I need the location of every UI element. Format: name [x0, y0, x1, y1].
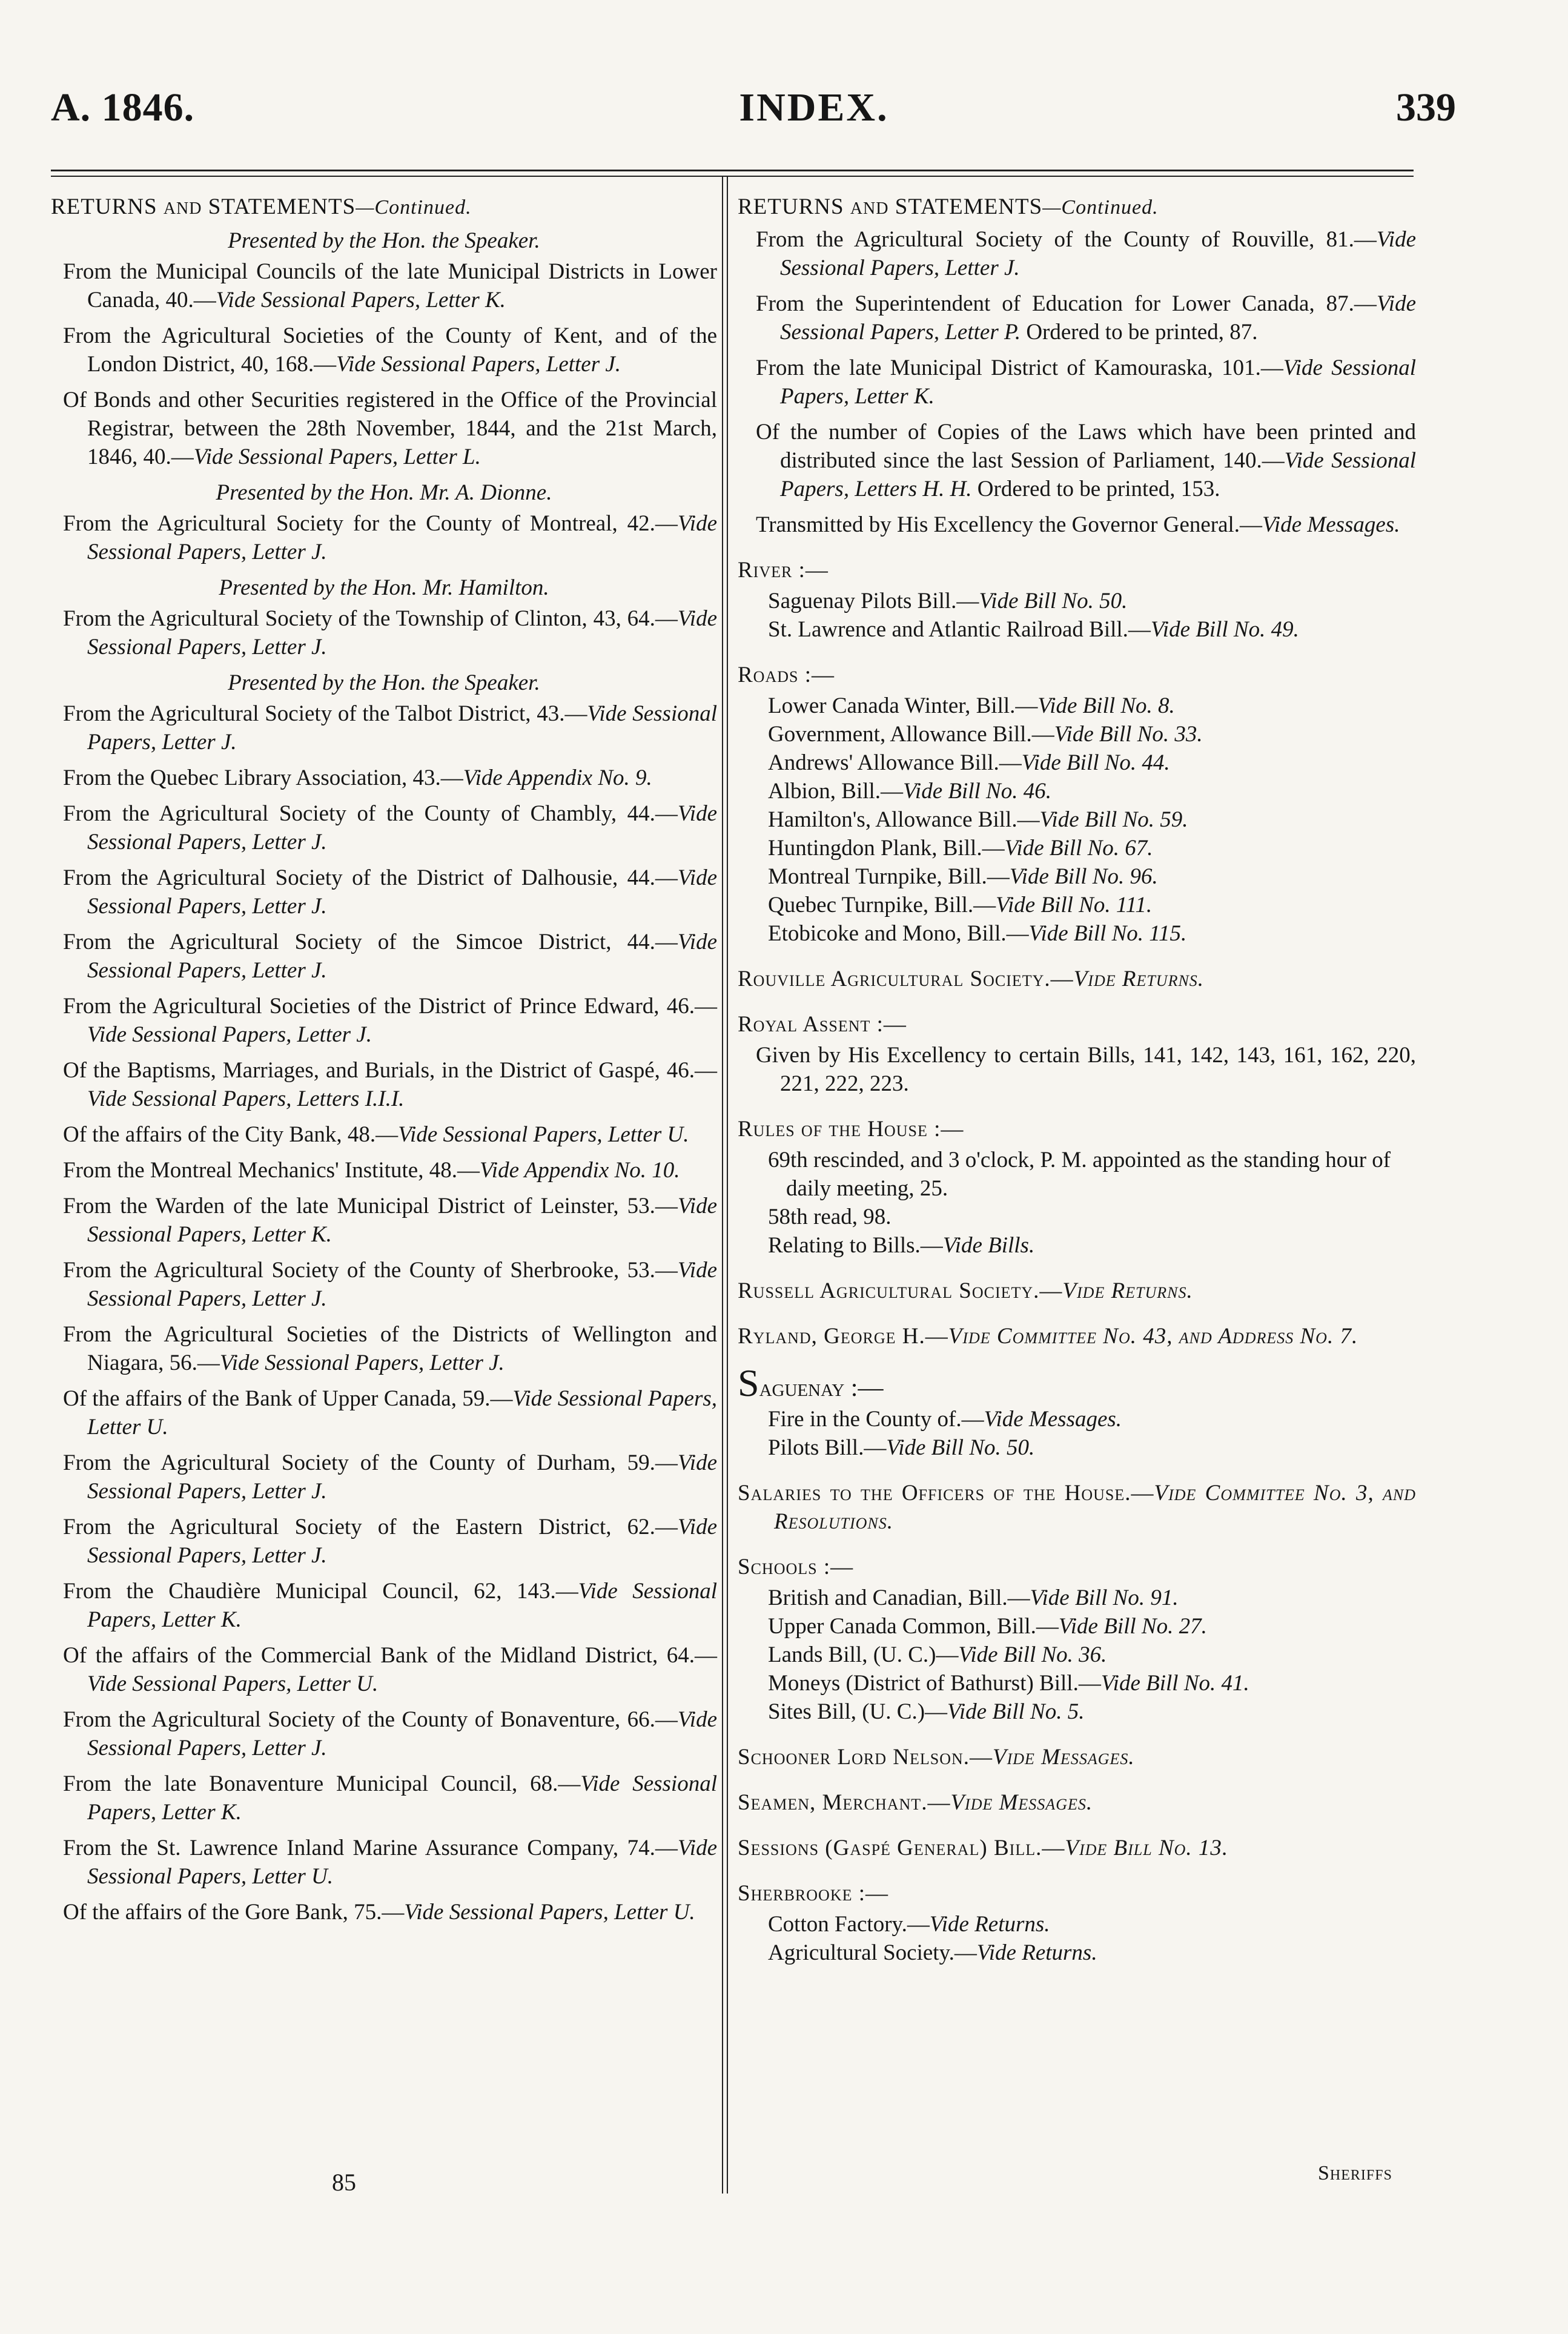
heading-schooner: [738, 1743, 1416, 1771]
sub-entry: [738, 777, 1416, 805]
entry-text: Of Bonds and other Securities registered in the Office of the Provincial Registrar, between the 28th November, 1844, and the 21st March, 1846, 40.—: [63, 388, 717, 469]
vide-ref: Vide Bill No. 41.: [1100, 1671, 1249, 1696]
entry-text: Fire in the County of.—: [768, 1407, 984, 1432]
index-entry: [738, 418, 1416, 503]
heading-text: aguenay :—: [759, 1374, 884, 1402]
index-entry: [51, 1320, 717, 1377]
left-entries: [51, 226, 717, 1926]
vide-ref: Vide Bill No. 13.: [1065, 1836, 1229, 1860]
entry-text: 69th rescinded, and 3 o'clock, P. M. appointed as the standing hour of daily meeting, 25.: [768, 1148, 1391, 1201]
vide-ref: Vide Sessional Papers, Letter J.: [87, 930, 717, 983]
entry-text: Pilots Bill.—: [768, 1435, 887, 1460]
index-entry: [51, 1577, 717, 1634]
vide-ref: Vide Sessional Papers, Letter K.: [216, 288, 506, 312]
heading-sessions: [738, 1834, 1416, 1862]
index-entry: [738, 289, 1416, 346]
vide-ref: Vide Sessional Papers, Letter J.: [87, 865, 717, 919]
schools-items: [738, 1584, 1416, 1726]
vide-ref: Vide Bill No. 49.: [1150, 617, 1299, 642]
royal-assent-text: Given by His Excellency to certain Bills, 141, 142, 143, 161, 162, 220, 221, 222, 223.: [756, 1043, 1416, 1096]
vide-ref: Vide Bill No. 96.: [1009, 864, 1158, 889]
entry-text: From the Agricultural Society of the County of Durham, 59.—: [63, 1450, 678, 1475]
vide-ref: Vide Committee No. 3, and Resolutions.: [774, 1481, 1416, 1534]
vide-ref: Vide Sessional Papers, Letter L.: [193, 445, 481, 469]
heading-text: Rouville Agricultural Society.—: [738, 967, 1074, 991]
sub-entry: [738, 1146, 1416, 1203]
sub-entry: [738, 1698, 1416, 1726]
entry-text: Hamilton's, Allowance Bill.—: [768, 807, 1040, 832]
sub-entry: [738, 805, 1416, 834]
entry-text: Cotton Factory.—: [768, 1912, 930, 1937]
header-rule-thin: [51, 176, 1414, 177]
index-entry: [51, 799, 717, 856]
entry-text-after: Ordered to be printed, 153.: [971, 477, 1220, 501]
river-items: [738, 587, 1416, 644]
title-word: RETURNS: [51, 194, 157, 219]
vide-ref: Vide Bill No. 115.: [1028, 921, 1187, 946]
vide-ref: Vide Sessional Papers, Letter J.: [87, 701, 718, 755]
entry-text: From the Agricultural Society of the Talbot District, 43.—: [63, 701, 587, 726]
vide-ref: Vide Bill No. 50.: [979, 589, 1128, 613]
vide-ref: Vide Sessional Papers, Letter K.: [87, 1771, 717, 1825]
vide-ref: Vide Messages.: [984, 1407, 1122, 1432]
sub-entry: [738, 1641, 1416, 1669]
index-entry: [738, 354, 1416, 411]
sub-entry: [738, 587, 1416, 615]
page-title: INDEX.: [739, 85, 889, 130]
vide-ref: Vide Sessional Papers, Letter J.: [780, 227, 1416, 280]
left-column: [51, 193, 717, 1934]
index-entry: [51, 1192, 717, 1249]
title-continued: —Continued.: [1042, 196, 1159, 219]
heading-text: Ryland, George H.—: [738, 1324, 948, 1349]
heading-seamen: [738, 1788, 1416, 1817]
header-rule: [51, 170, 1414, 171]
entry-text: From the Warden of the late Municipal District of Leinster, 53.—: [63, 1194, 678, 1218]
vide-ref: Vide Sessional Papers, Letter J.: [219, 1350, 504, 1375]
index-entry: [51, 992, 717, 1049]
entry-text: From the Superintendent of Education for Lower Canada, 87.—: [756, 291, 1377, 316]
index-entry: [51, 1834, 717, 1891]
vide-ref: Vide Bill No. 50.: [886, 1435, 1035, 1460]
sub-entry: [738, 1405, 1416, 1433]
index-entry: [51, 1449, 717, 1506]
right-column: [738, 193, 1416, 1967]
heading-ryland: [738, 1322, 1416, 1350]
entry-text: From the Agricultural Society of the County of Sherbrooke, 53.—: [63, 1258, 678, 1283]
sub-entry: [738, 891, 1416, 919]
vide-ref: Vide Returns.: [1062, 1278, 1193, 1303]
sherbrooke-items: [738, 1910, 1416, 1967]
vide-ref: Vide Messages.: [950, 1790, 1093, 1815]
vide-ref: Vide Sessional Papers, Letter K.: [87, 1194, 717, 1247]
vide-ref: Vide Sessional Papers, Letter J.: [87, 1450, 717, 1504]
entry-text: From the Municipal Councils of the late Municipal Districts in Lower Canada, 40.—: [63, 259, 717, 312]
sub-entry: [738, 1669, 1416, 1698]
index-entry: [51, 1256, 717, 1313]
vide-ref: Vide Sessional Papers, Letter U.: [404, 1900, 695, 1925]
heading-text: Seamen, Merchant.—: [738, 1790, 951, 1815]
sub-entry: [738, 1939, 1416, 1967]
index-entry: [51, 928, 717, 985]
title-word: STATEMENTS: [895, 194, 1043, 219]
sub-entry: [738, 1612, 1416, 1641]
index-entry: [51, 1705, 717, 1762]
sub-entry: [738, 1433, 1416, 1462]
vide-ref: Vide Bill No. 46.: [903, 779, 1051, 804]
title-word: STATEMENTS: [208, 194, 356, 219]
vide-ref: Vide Bill No. 5.: [947, 1699, 1085, 1724]
entry-text: Etobicoke and Mono, Bill.—: [768, 921, 1029, 946]
volume-year: A. 1846.: [51, 85, 195, 130]
entry-text: From the Agricultural Societies of the County of Kent, and of the London District, 40, 168.—: [63, 323, 717, 377]
entry-text: From the St. Lawrence Inland Marine Assurance Company, 74.—: [63, 1836, 678, 1860]
vide-ref: Vide Sessional Papers, Letter J.: [87, 511, 717, 564]
entry-text: From the Montreal Mechanics' Institute, 48.—: [63, 1158, 480, 1183]
entry-text: Lands Bill, (U. C.)—: [768, 1642, 959, 1667]
entry-text: Government, Allowance Bill.—: [768, 722, 1054, 747]
vide-ref: Vide Committee No. 43, and Address No. 7.: [948, 1324, 1358, 1349]
vide-ref: Vide Sessional Papers, Letter K.: [87, 1579, 718, 1632]
presented-by: Presented by the Hon. Mr. Hamilton.: [219, 575, 549, 600]
sub-entry: [738, 1203, 1416, 1231]
vide-ref: Vide Sessional Papers, Letter J.: [336, 352, 621, 377]
heading-saguenay: [738, 1361, 1416, 1404]
page-header: [51, 0, 1568, 151]
index-entry: [51, 1384, 717, 1441]
entry-text: Agricultural Society.—: [768, 1940, 977, 1965]
heading-salaries: [738, 1479, 1416, 1536]
index-entry: [51, 386, 717, 471]
entry-text: From the Agricultural Society of the District of Dalhousie, 44.—: [63, 865, 678, 890]
vide-ref: Vide Messages.: [993, 1745, 1135, 1770]
vide-ref: Vide Sessional Papers, Letters I.I.I.: [87, 1086, 405, 1111]
entry-text: From the Quebec Library Association, 43.—: [63, 765, 463, 790]
vide-ref: Vide Sessional Papers, Letter U.: [398, 1122, 689, 1147]
index-entry: [51, 699, 717, 756]
title-continued: —Continued.: [356, 196, 472, 219]
index-entry: [51, 1056, 717, 1113]
entry-text: From the Agricultural Society of the County of Bonaventure, 66.—: [63, 1707, 678, 1732]
sub-entry: [738, 834, 1416, 862]
entry-text: From the Agricultural Society of the County of Chambly, 44.—: [63, 801, 678, 826]
vide-ref: Vide Sessional Papers, Letter U.: [87, 1386, 717, 1440]
entry-text: Quebec Turnpike, Bill.—: [768, 893, 996, 917]
vide-ref: Vide Bill No. 27.: [1058, 1614, 1207, 1639]
index-entry: [51, 1513, 717, 1570]
entry-text: From the Agricultural Society for the County of Montreal, 42.—: [63, 511, 678, 536]
vide-ref: Vide Returns.: [1073, 967, 1205, 991]
title-and: AND: [163, 199, 202, 218]
presented-by: Presented by the Hon. the Speaker.: [228, 228, 540, 253]
index-entry: [51, 322, 717, 379]
heading-rouville: [738, 965, 1416, 993]
vide-ref: Vide Sessional Papers, Letter J.: [87, 1258, 717, 1311]
entry-text: Montreal Turnpike, Bill.—: [768, 864, 1010, 889]
entry-text: Albion, Bill.—: [768, 779, 904, 804]
entry-text: Saguenay Pilots Bill.—: [768, 589, 979, 613]
index-entry: [51, 509, 717, 566]
entry-text: Huntingdon Plank, Bill.—: [768, 836, 1005, 861]
vide-ref: Vide Bills.: [942, 1233, 1035, 1258]
page-number-bottom: 85: [332, 2169, 356, 2196]
sub-entry: [738, 692, 1416, 720]
entry-text: Sites Bill, (U. C.)—: [768, 1699, 948, 1724]
heading-rules: Rules of the House :—: [738, 1117, 964, 1142]
entry-text: Of the number of Copies of the Laws which have been printed and distributed since the last Session of Parliament, 140.—: [756, 420, 1416, 473]
vide-ref: Vide Appendix No. 9.: [463, 765, 652, 790]
entry-text-after: Ordered to be printed, 87.: [1021, 320, 1258, 345]
heading-river: River :—: [738, 558, 829, 583]
index-entry: [51, 604, 717, 661]
entry-text: St. Lawrence and Atlantic Railroad Bill.—: [768, 617, 1151, 642]
entry-text: From the Chaudière Municipal Council, 62, 143.—: [63, 1579, 578, 1604]
roads-items: [738, 692, 1416, 948]
entry-text: From the Agricultural Societies of the District of Prince Edward, 46.—: [63, 994, 717, 1019]
presented-by: Presented by the Hon. the Speaker.: [228, 670, 540, 695]
index-entry: [51, 1898, 717, 1926]
index-entry: [738, 511, 1416, 539]
entry-text: Upper Canada Common, Bill.—: [768, 1614, 1059, 1639]
sub-entry: [738, 862, 1416, 891]
vide-ref: Vide Bill No. 59.: [1039, 807, 1188, 832]
heading-sherbrooke: Sherbrooke :—: [738, 1881, 889, 1906]
vide-ref: Vide Sessional Papers, Letters H. H.: [780, 448, 1416, 501]
entry-text: Of the affairs of the City Bank, 48.—: [63, 1122, 399, 1147]
index-entry: [51, 764, 717, 792]
rules-items: [738, 1146, 1416, 1260]
entry-text: Relating to Bills.—: [768, 1233, 943, 1258]
heading-russell: [738, 1277, 1416, 1305]
heading-text: Sessions (Gaspé General) Bill.—: [738, 1836, 1065, 1860]
title-word: RETURNS: [738, 194, 844, 219]
sub-entry: [738, 919, 1416, 948]
vide-ref: Vide Bill No. 67.: [1004, 836, 1153, 861]
vide-ref: Vide Messages.: [1262, 512, 1400, 537]
column-divider: [722, 177, 728, 2193]
vide-ref: Vide Bill No. 33.: [1054, 722, 1203, 747]
heading-royal-assent: Royal Assent :—: [738, 1012, 907, 1037]
presented-by: Presented by the Hon. Mr. A. Dionne.: [216, 480, 552, 505]
vide-ref: Vide Bill No. 111.: [996, 893, 1153, 917]
vide-ref: Vide Sessional Papers, Letter J.: [87, 606, 717, 660]
vide-ref: Vide Returns.: [929, 1912, 1050, 1937]
entry-text: Of the affairs of the Bank of Upper Canada, 59.—: [63, 1386, 513, 1411]
returns-entries: [738, 225, 1416, 539]
catchword: Sheriffs: [1318, 2162, 1392, 2184]
sub-entry: [738, 749, 1416, 777]
vide-ref: Vide Returns.: [976, 1940, 1097, 1965]
entry-text: From the Agricultural Society of the Township of Clinton, 43, 64.—: [63, 606, 678, 631]
vide-ref: Vide Sessional Papers, Letter U.: [87, 1671, 379, 1696]
entry-text: From the late Bonaventure Municipal Council, 68.—: [63, 1771, 581, 1796]
index-entry: [51, 1641, 717, 1698]
section-title: [738, 193, 1416, 223]
saguenay-items: [738, 1405, 1416, 1462]
entry-text: Lower Canada Winter, Bill.—: [768, 693, 1038, 718]
vide-ref: Vide Sessional Papers, Letter J.: [87, 1022, 372, 1047]
section-title: [51, 193, 717, 223]
entry-text: Of the affairs of the Commercial Bank of the Midland District, 64.—: [63, 1643, 717, 1668]
entry-text: From the late Municipal District of Kamouraska, 101.—: [756, 355, 1283, 380]
sub-entry: [738, 1910, 1416, 1939]
entry-text: Of the Baptisms, Marriages, and Burials, in the District of Gaspé, 46.—: [63, 1058, 717, 1083]
page-number-top: 339: [1396, 85, 1456, 130]
entry-text: Andrews' Allowance Bill.—: [768, 750, 1022, 775]
entry-text: Of the affairs of the Gore Bank, 75.—: [63, 1900, 405, 1925]
entry-text: From the Agricultural Society of the County of Rouville, 81.—: [756, 227, 1377, 252]
vide-ref: Vide Bill No. 91.: [1030, 1585, 1179, 1610]
vide-ref: Vide Bill No. 8.: [1037, 693, 1175, 718]
vide-ref: Vide Sessional Papers, Letter J.: [87, 1515, 717, 1568]
vide-ref: Vide Sessional Papers, Letter U.: [87, 1836, 717, 1889]
heading-roads: Roads :—: [738, 663, 835, 687]
sub-entry: [738, 1584, 1416, 1612]
sub-entry: [738, 1231, 1416, 1260]
drop-cap: S: [738, 1361, 759, 1404]
sub-entry: [738, 720, 1416, 749]
title-and: AND: [850, 199, 889, 218]
index-entry: [51, 1156, 717, 1185]
entry-text: British and Canadian, Bill.—: [768, 1585, 1030, 1610]
vide-ref: Vide Sessional Papers, Letter J.: [87, 1707, 717, 1760]
heading-text: Russell Agricultural Society.—: [738, 1278, 1063, 1303]
index-entry: [51, 1120, 717, 1149]
sub-entry: [738, 615, 1416, 644]
index-entry: [51, 257, 717, 314]
entry-text: From the Agricultural Society of the Simcoe District, 44.—: [63, 930, 678, 954]
index-entry: [51, 864, 717, 921]
vide-ref: Vide Sessional Papers, Letter K.: [780, 355, 1416, 409]
entry-text: From the Agricultural Society of the Eastern District, 62.—: [63, 1515, 678, 1539]
vide-ref: Vide Appendix No. 10.: [479, 1158, 680, 1183]
index-entry: [51, 1770, 717, 1827]
vide-ref: Vide Bill No. 36.: [958, 1642, 1107, 1667]
entry-text: From the Agricultural Societies of the Districts of Wellington and Niagara, 56.—: [63, 1322, 717, 1375]
index-entry: [738, 225, 1416, 282]
entry-text: Transmitted by His Excellency the Governor General.—: [756, 512, 1263, 537]
vide-ref: Vide Bill No. 44.: [1021, 750, 1170, 775]
vide-ref: Vide Sessional Papers, Letter P.: [780, 291, 1416, 345]
vide-ref: Vide Sessional Papers, Letter J.: [87, 801, 717, 855]
entry-text: 58th read, 98.: [768, 1205, 892, 1229]
entry-text: Moneys (District of Bathurst) Bill.—: [768, 1671, 1101, 1696]
heading-text: Salaries to the Officers of the House.—: [738, 1481, 1154, 1506]
heading-schools: Schools :—: [738, 1555, 854, 1579]
heading-text: Schooner Lord Nelson.—: [738, 1745, 993, 1770]
